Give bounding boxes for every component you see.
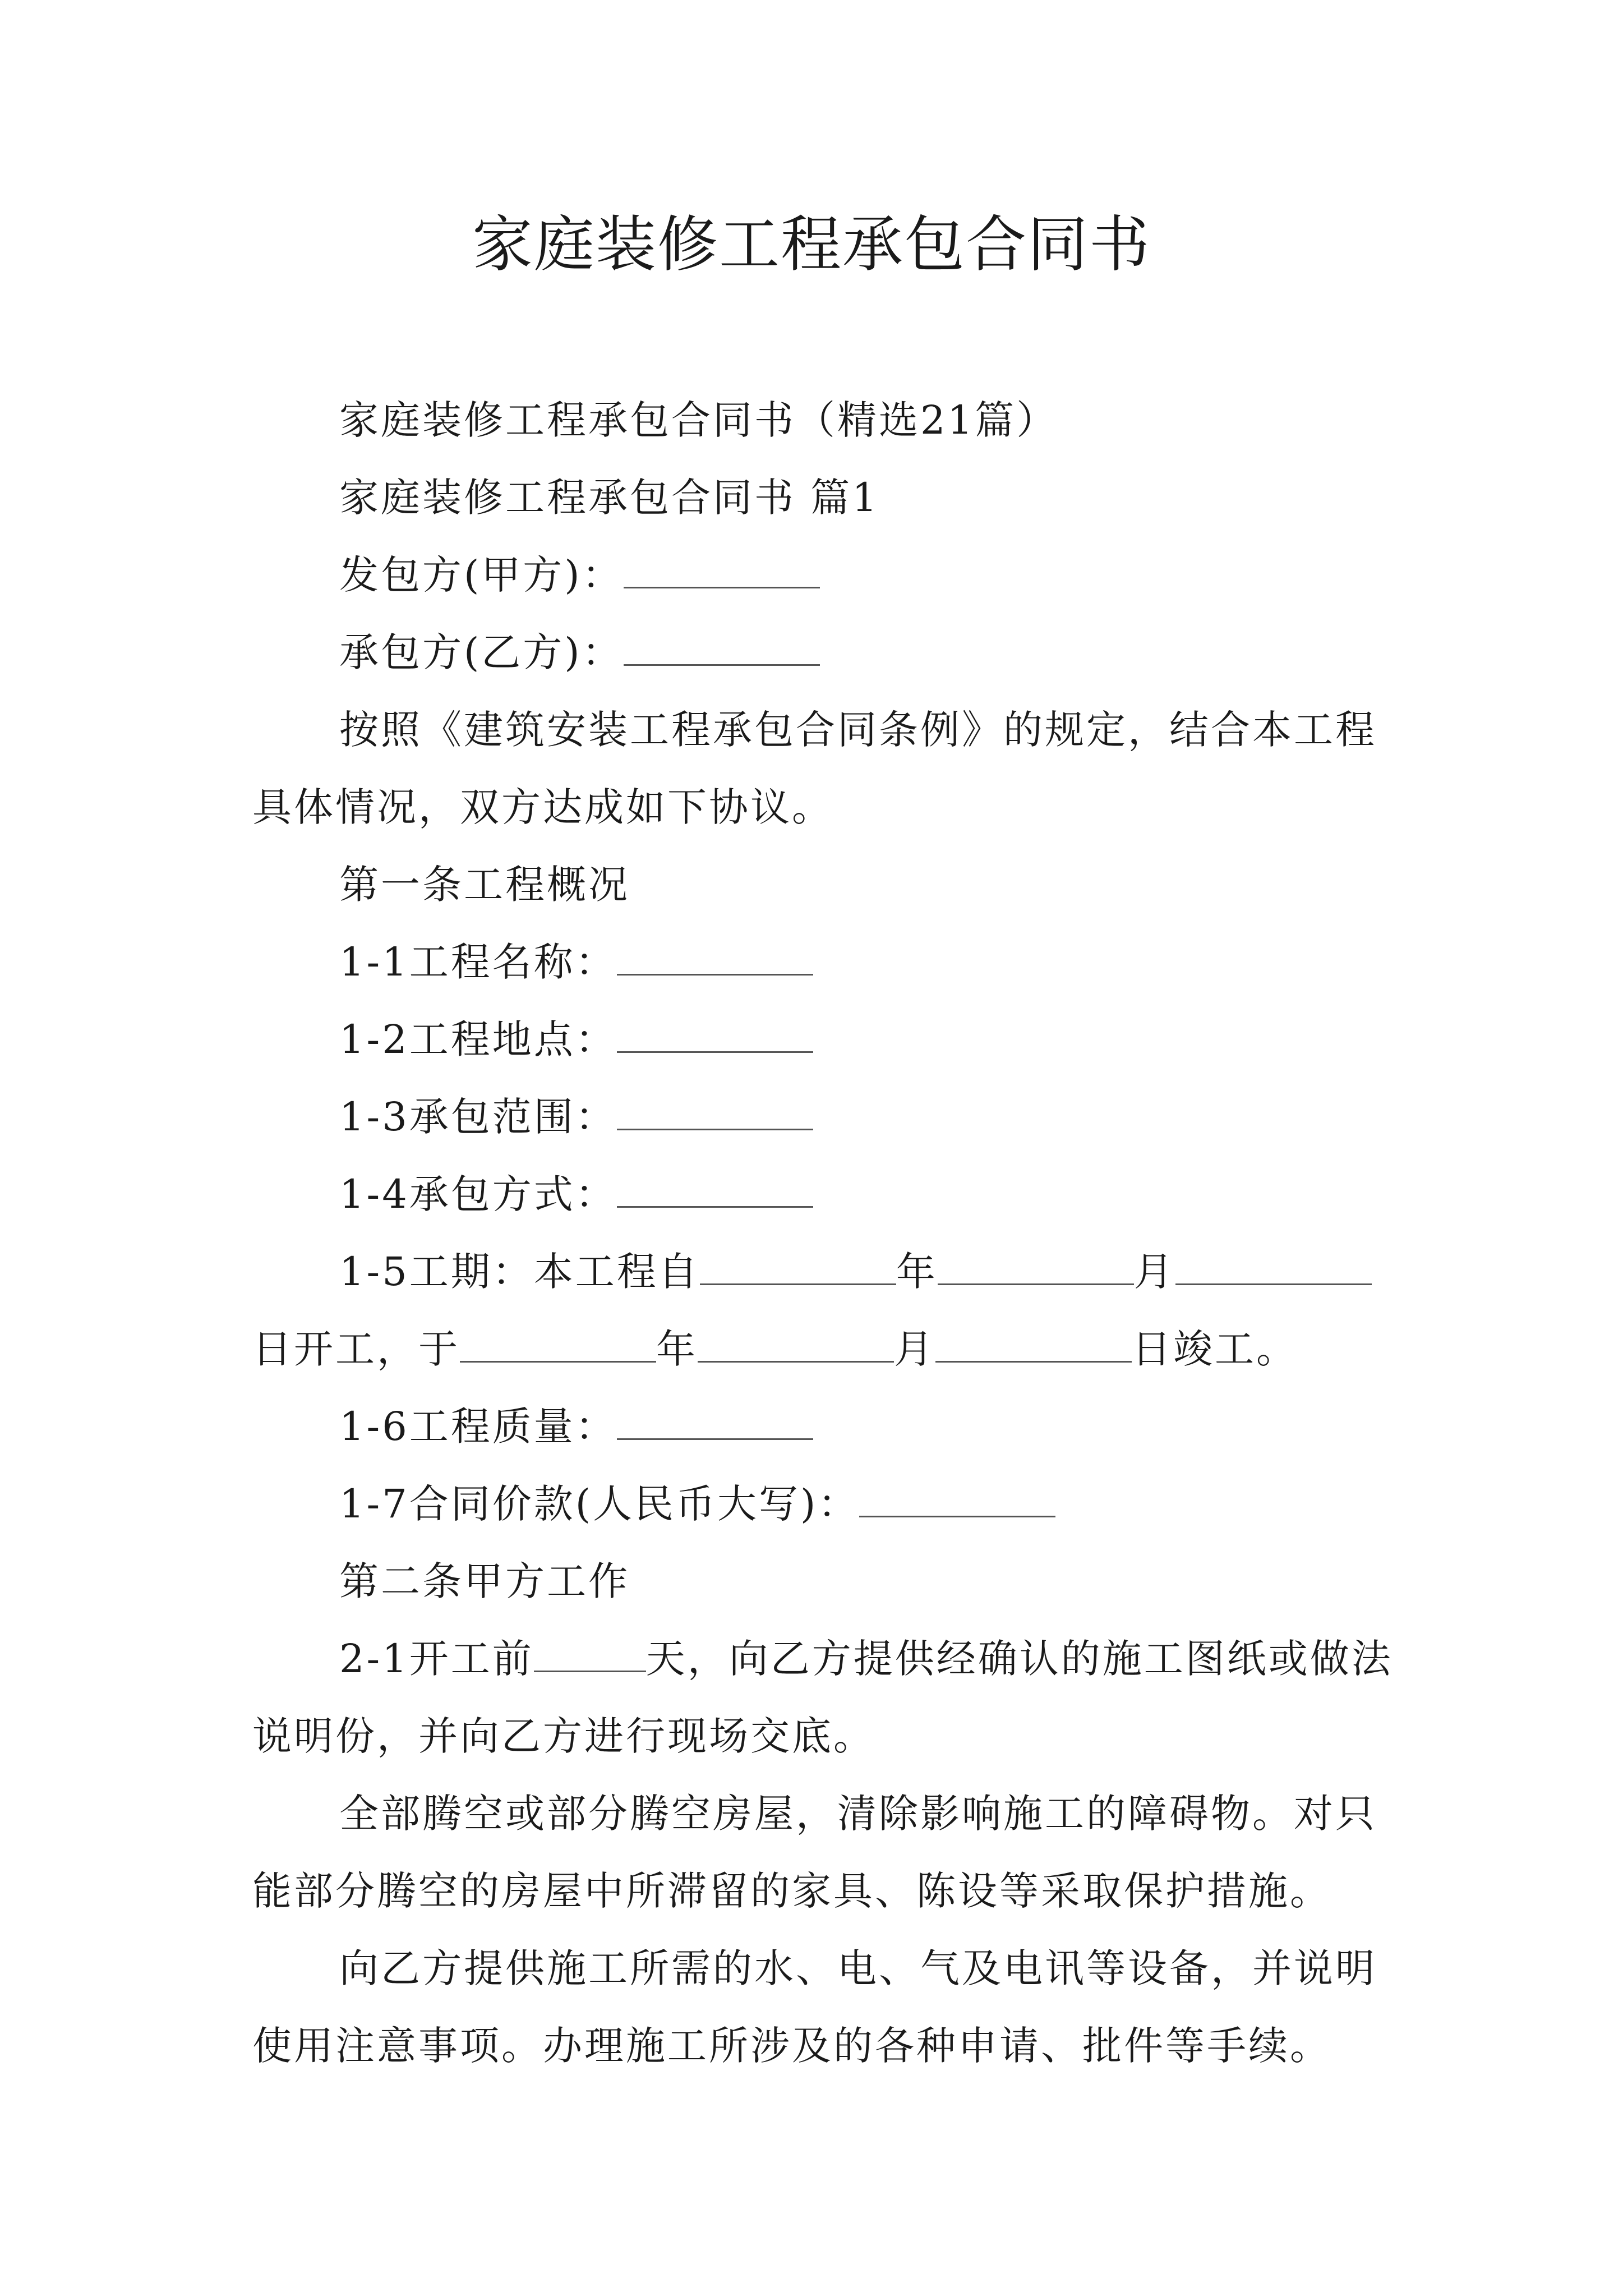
party-a-label: 发包方(甲方)： <box>339 552 624 598</box>
blank-field <box>935 1326 1132 1363</box>
clause-1-2 <box>252 1001 1396 1078</box>
clause-1-7 <box>252 1465 1396 1543</box>
clause-label: 1-3承包范围： <box>339 1094 617 1140</box>
clause-text: 月 <box>894 1326 935 1372</box>
article-1-heading: 第一条工程概况 <box>339 862 630 908</box>
clause-text: 日竣工。 <box>1132 1326 1298 1372</box>
body-paragraph: 全部腾空或部分腾空房屋，清除影响施工的障碍物。对只能部分腾空的房屋中所滞留的家具、陈设等采取保护措施。 <box>252 1791 1377 1914</box>
clause-text: 天，向乙方提供经确认的施工图纸或做法说明份，并向乙方进行现场交底。 <box>252 1636 1393 1759</box>
clause-text: 1-5工期：本工程自 <box>339 1249 700 1295</box>
blank-field <box>700 1249 896 1285</box>
clause-1-1 <box>252 923 1396 1001</box>
blank-field <box>534 1636 646 1672</box>
clause-label: 1-1工程名称： <box>339 939 617 985</box>
clause-1-5 <box>252 1233 1396 1388</box>
blank-field <box>617 1171 813 1208</box>
clause-text: 年 <box>656 1326 698 1372</box>
clause-label: 1-2工程地点： <box>339 1016 617 1062</box>
clause-label: 1-7合同价款(人民币大写)： <box>339 1481 860 1527</box>
clause-1-4 <box>252 1156 1396 1233</box>
party-b-line <box>252 614 1396 691</box>
blank-field <box>460 1326 656 1363</box>
blank-field <box>617 1016 813 1053</box>
party-a-line <box>252 536 1396 614</box>
party-b-label: 承包方(乙方)： <box>339 629 624 675</box>
clause-2-1 <box>252 1620 1396 1775</box>
blank-field <box>624 629 820 666</box>
clause-label: 1-6工程质量： <box>339 1404 617 1450</box>
section-heading: 家庭装修工程承包合同书 篇1 <box>339 475 879 521</box>
article-2-heading: 第二条甲方工作 <box>339 1558 630 1604</box>
clause-label: 1-4承包方式： <box>339 1171 617 1217</box>
clause-text: 日开工，于 <box>252 1326 460 1372</box>
clause-1-6 <box>252 1388 1396 1465</box>
body-paragraph: 向乙方提供施工所需的水、电、气及电讯等设备，并说明使用注意事项。办理施工所涉及的各种申请、批件等手续。 <box>252 1945 1377 2069</box>
clause-text: 月 <box>1133 1249 1175 1295</box>
clause-text: 年 <box>896 1249 938 1295</box>
blank-field <box>938 1249 1134 1285</box>
blank-field <box>617 1404 813 1440</box>
blank-field <box>698 1326 894 1363</box>
subtitle-paragraph: 家庭装修工程承包合同书（精选21篇） <box>339 397 1058 443</box>
clause-1-3 <box>252 1078 1396 1156</box>
blank-field <box>617 1094 813 1130</box>
document-body <box>252 381 1396 2085</box>
blank-field <box>617 939 813 976</box>
blank-field <box>859 1481 1055 1517</box>
document-title: 家庭装修工程承包合同书 <box>472 210 1151 280</box>
blank-field <box>624 552 820 588</box>
intro-paragraph: 按照《建筑安装工程承包合同条例》的规定，结合本工程具体情况，双方达成如下协议。 <box>252 707 1377 830</box>
blank-field <box>1175 1249 1372 1285</box>
clause-text: 2-1开工前 <box>339 1636 534 1682</box>
